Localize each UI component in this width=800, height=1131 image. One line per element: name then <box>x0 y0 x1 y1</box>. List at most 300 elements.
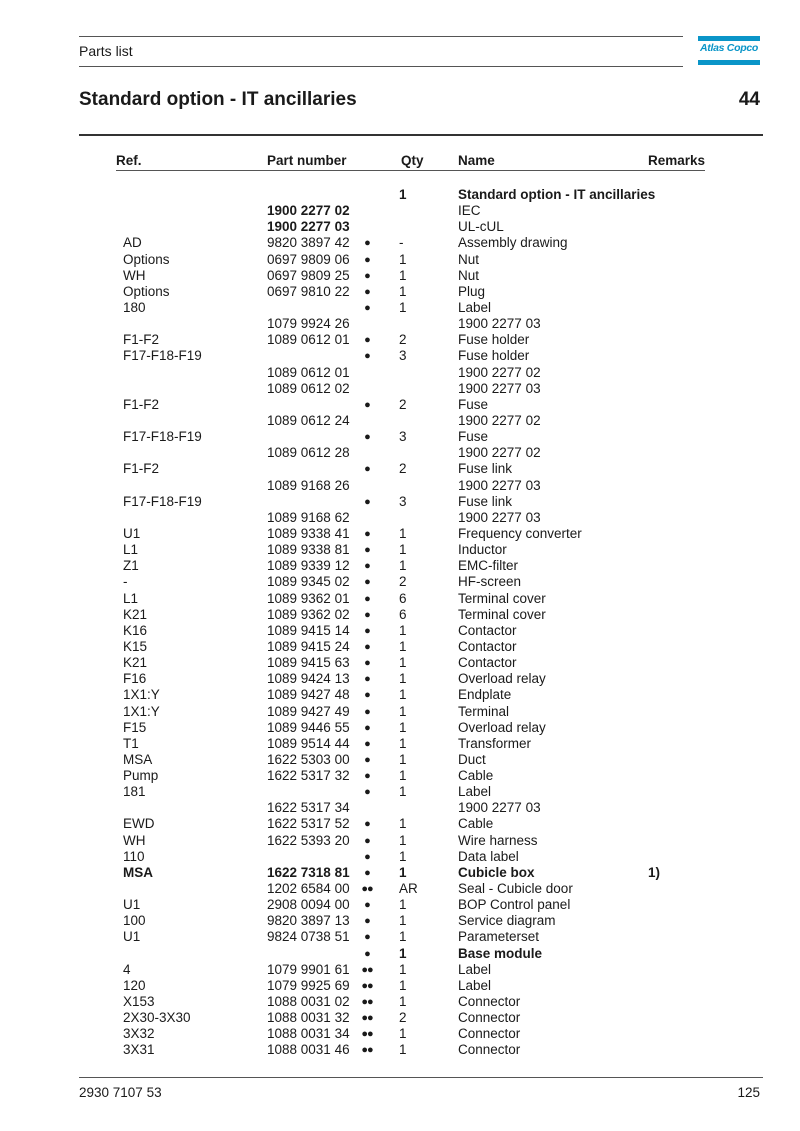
part-name: Contactor <box>458 622 517 638</box>
part-number: 1089 9338 41 <box>267 525 350 541</box>
part-name: Fuse link <box>458 493 513 509</box>
part-name: Label <box>458 977 492 993</box>
part-name: Cable <box>458 816 494 832</box>
part-name: 1900 2277 02 <box>458 412 541 428</box>
table-row <box>0 268 800 284</box>
part-name: 1900 2277 03 <box>458 380 541 396</box>
part-number: 1088 0031 32 <box>267 1010 350 1026</box>
part-number: 1622 7318 81 <box>267 864 350 880</box>
part-name: Base module <box>458 945 543 961</box>
part-number: 1089 9362 01 <box>267 590 350 606</box>
level-indicator: ● <box>364 737 370 750</box>
level-indicator: ● <box>364 624 370 637</box>
part-number: 1622 5317 34 <box>267 800 350 816</box>
level-indicator: ●● <box>361 963 373 976</box>
part-ref: F15 <box>123 719 147 735</box>
level-indicator: ● <box>364 915 370 928</box>
part-number: 1900 2277 03 <box>267 219 350 235</box>
part-number: 1089 0612 02 <box>267 380 350 396</box>
level-indicator: ● <box>364 398 370 411</box>
part-ref: 1X1:Y <box>123 687 160 703</box>
part-qty: 1 <box>399 751 407 767</box>
part-ref: F1-F2 <box>123 461 160 477</box>
part-name: Label <box>458 299 492 315</box>
part-qty: 1 <box>399 251 407 267</box>
part-ref: 2X30-3X30 <box>123 1010 191 1026</box>
part-name: Fuse link <box>458 461 513 477</box>
table-row <box>0 687 800 703</box>
part-name: Inductor <box>458 542 507 558</box>
part-name: Parameterset <box>458 929 540 945</box>
part-number: 1089 9168 62 <box>267 509 350 525</box>
part-ref: Z1 <box>123 558 139 574</box>
part-ref: K21 <box>123 655 148 671</box>
part-name: Nut <box>458 267 480 283</box>
part-qty: 1 <box>399 832 407 848</box>
part-qty: 1 <box>399 542 407 558</box>
table-row <box>0 816 800 832</box>
level-indicator: ●● <box>361 883 373 896</box>
part-number: 1900 2277 02 <box>267 203 350 219</box>
part-ref: F16 <box>123 671 147 687</box>
part-name: Overload relay <box>458 719 546 735</box>
table-row <box>0 348 800 364</box>
part-ref: 1X1:Y <box>123 703 160 719</box>
part-name: Connector <box>458 994 521 1010</box>
part-name: 1900 2277 03 <box>458 509 541 525</box>
part-number: 1089 9338 81 <box>267 542 350 558</box>
part-qty: 1 <box>399 816 407 832</box>
part-ref: Options <box>123 283 170 299</box>
part-qty: 1 <box>399 638 407 654</box>
part-name: Duct <box>458 751 486 767</box>
title-rule <box>79 134 763 136</box>
part-qty: 1 <box>399 929 407 945</box>
part-ref: F1-F2 <box>123 396 160 412</box>
level-indicator: ● <box>364 592 370 605</box>
table-row <box>0 1026 800 1042</box>
part-qty: 2 <box>399 332 407 348</box>
part-number: 1089 9339 12 <box>267 558 350 574</box>
part-name: 1900 2277 03 <box>458 800 541 816</box>
table-row <box>0 607 800 623</box>
level-indicator: ●● <box>361 1028 373 1041</box>
level-indicator: ● <box>364 834 370 847</box>
part-ref: 110 <box>123 848 145 864</box>
part-number: 1622 5317 52 <box>267 816 350 832</box>
level-indicator: ●● <box>361 1012 373 1025</box>
header-top-rule <box>79 36 683 37</box>
part-ref: 4 <box>123 961 131 977</box>
part-name: Fuse <box>458 429 489 445</box>
part-number: 1079 9901 61 <box>267 961 350 977</box>
table-row <box>0 655 800 671</box>
table-row <box>0 591 800 607</box>
level-indicator: ●● <box>361 979 373 992</box>
part-name: 1900 2277 03 <box>458 316 541 332</box>
part-ref: 3X31 <box>123 1042 155 1058</box>
column-header-rule <box>116 170 705 171</box>
part-qty: 2 <box>399 396 407 412</box>
part-ref: L1 <box>123 542 139 558</box>
part-name: Terminal cover <box>458 606 546 622</box>
table-row <box>0 736 800 752</box>
table-row <box>0 445 800 461</box>
level-indicator: ● <box>364 350 370 363</box>
part-name: Contactor <box>458 655 517 671</box>
part-ref: 3X32 <box>123 1026 155 1042</box>
table-row <box>0 865 800 881</box>
level-indicator: ● <box>364 544 370 557</box>
table-row <box>0 704 800 720</box>
page-number: 125 <box>737 1085 760 1100</box>
table-row <box>0 365 800 381</box>
part-ref: U1 <box>123 929 141 945</box>
part-number: 9820 3897 13 <box>267 913 350 929</box>
table-row <box>0 332 800 348</box>
table-row <box>0 768 800 784</box>
level-indicator: ● <box>364 753 370 766</box>
table-row <box>0 542 800 558</box>
level-indicator: ● <box>364 527 370 540</box>
part-qty: - <box>399 235 404 251</box>
part-number: 1089 9415 14 <box>267 622 350 638</box>
table-row <box>0 994 800 1010</box>
table-row <box>0 946 800 962</box>
table-row <box>0 639 800 655</box>
section-number: 44 <box>738 89 760 110</box>
part-number: 1088 0031 46 <box>267 1042 350 1058</box>
part-number: 1089 9424 13 <box>267 671 350 687</box>
part-ref: K15 <box>123 638 148 654</box>
part-number: 2908 0094 00 <box>267 897 350 913</box>
part-name: Label <box>458 784 492 800</box>
table-row <box>0 187 800 203</box>
part-number: 1089 9446 55 <box>267 719 350 735</box>
part-name: Connector <box>458 1010 521 1026</box>
part-ref: L1 <box>123 590 139 606</box>
part-name: BOP Control panel <box>458 897 571 913</box>
page-title: Standard option - IT ancillaries <box>79 89 357 110</box>
part-name: 1900 2277 02 <box>458 445 541 461</box>
part-ref: K16 <box>123 622 148 638</box>
part-name: 1900 2277 02 <box>458 364 541 380</box>
table-row <box>0 429 800 445</box>
part-qty: 1 <box>399 735 407 751</box>
table-row <box>0 929 800 945</box>
level-indicator: ● <box>364 770 370 783</box>
level-indicator: ● <box>364 947 370 960</box>
level-indicator: ● <box>364 253 370 266</box>
part-number: 1622 5303 00 <box>267 751 350 767</box>
part-number: 0697 9809 06 <box>267 251 350 267</box>
part-qty: 1 <box>399 622 407 638</box>
part-ref: MSA <box>123 864 153 880</box>
table-row <box>0 235 800 251</box>
part-number: 1088 0031 34 <box>267 1026 350 1042</box>
part-qty: 6 <box>399 606 407 622</box>
column-header-part-number: Part number <box>267 153 347 168</box>
table-row <box>0 478 800 494</box>
level-indicator: ● <box>364 818 370 831</box>
part-number: 1089 9427 48 <box>267 687 350 703</box>
part-number: 1088 0031 02 <box>267 994 350 1010</box>
part-number: 0697 9809 25 <box>267 267 350 283</box>
level-indicator: ● <box>364 640 370 653</box>
level-indicator: ● <box>364 931 370 944</box>
table-row <box>0 574 800 590</box>
table-row <box>0 252 800 268</box>
part-ref: 100 <box>123 913 146 929</box>
table-row <box>0 316 800 332</box>
part-qty: 1 <box>399 768 407 784</box>
table-row <box>0 397 800 413</box>
part-number: 9824 0738 51 <box>267 929 350 945</box>
atlas-copco-logo <box>698 36 760 66</box>
table-row <box>0 720 800 736</box>
table-row <box>0 558 800 574</box>
column-header-qty: Qty <box>401 153 424 168</box>
part-name: Data label <box>458 848 519 864</box>
part-name: EMC-filter <box>458 558 518 574</box>
part-name: Seal - Cubicle door <box>458 881 573 897</box>
table-row <box>0 913 800 929</box>
table-row <box>0 381 800 397</box>
part-ref: WH <box>123 832 146 848</box>
level-indicator: ● <box>364 301 370 314</box>
part-name: IEC <box>458 203 481 219</box>
part-qty: 1 <box>399 525 407 541</box>
part-number: 1202 6584 00 <box>267 881 350 897</box>
part-ref: F17-F18-F19 <box>123 493 202 509</box>
footer-rule <box>79 1077 763 1078</box>
level-indicator: ● <box>364 705 370 718</box>
part-number: 1622 5393 20 <box>267 832 350 848</box>
logo-text: Atlas Copco <box>700 42 758 54</box>
table-row <box>0 671 800 687</box>
level-indicator: ● <box>364 850 370 863</box>
part-name: Connector <box>458 1042 521 1058</box>
part-name: Connector <box>458 1026 521 1042</box>
part-number: 1089 0612 28 <box>267 445 350 461</box>
level-indicator: ● <box>364 721 370 734</box>
part-qty: 1 <box>399 558 407 574</box>
part-qty: 1 <box>399 299 407 315</box>
part-number: 1089 9362 02 <box>267 606 350 622</box>
part-number: 9820 3897 42 <box>267 235 350 251</box>
table-row <box>0 461 800 477</box>
part-number: 0697 9810 22 <box>267 283 350 299</box>
part-ref: K21 <box>123 606 148 622</box>
part-name: HF-screen <box>458 574 522 590</box>
table-row <box>0 784 800 800</box>
part-qty: 1 <box>399 848 407 864</box>
part-ref: U1 <box>123 525 141 541</box>
part-name: Label <box>458 961 492 977</box>
part-qty: 2 <box>399 1010 407 1026</box>
part-number: 1089 0612 24 <box>267 412 350 428</box>
part-ref: WH <box>123 267 146 283</box>
part-ref: 180 <box>123 299 146 315</box>
part-ref: T1 <box>123 735 139 751</box>
level-indicator: ● <box>364 495 370 508</box>
part-qty: 1 <box>399 1026 407 1042</box>
part-qty: 3 <box>399 348 407 364</box>
table-row <box>0 800 800 816</box>
part-qty: AR <box>399 881 418 897</box>
part-name: Fuse holder <box>458 332 530 348</box>
part-qty: 1 <box>399 671 407 687</box>
part-qty: 1 <box>399 897 407 913</box>
table-row <box>0 219 800 235</box>
part-qty: 1 <box>399 864 407 880</box>
part-name: Fuse holder <box>458 348 530 364</box>
part-number: 1079 9924 26 <box>267 316 350 332</box>
part-name: Frequency converter <box>458 525 582 541</box>
level-indicator: ● <box>364 269 370 282</box>
part-name: Wire harness <box>458 832 538 848</box>
part-name: Cubicle box <box>458 864 535 880</box>
level-indicator: ● <box>364 866 370 879</box>
part-qty: 1 <box>399 913 407 929</box>
part-ref: MSA <box>123 751 153 767</box>
part-name: Service diagram <box>458 913 556 929</box>
part-name: Transformer <box>458 735 532 751</box>
part-number: 1089 9415 63 <box>267 655 350 671</box>
part-ref: AD <box>123 235 142 251</box>
part-name: Contactor <box>458 638 517 654</box>
column-header-remarks: Remarks <box>648 153 706 168</box>
part-qty: 1 <box>399 655 407 671</box>
part-number: 1089 9345 02 <box>267 574 350 590</box>
part-name: Standard option - IT ancillaries <box>458 187 656 202</box>
part-ref: F17-F18-F19 <box>123 348 202 364</box>
table-row <box>0 510 800 526</box>
table-row <box>0 494 800 510</box>
table-row <box>0 300 800 316</box>
level-indicator: ●● <box>361 996 373 1009</box>
part-qty: 3 <box>399 493 407 509</box>
header-label: Parts list <box>79 43 133 59</box>
table-row <box>0 833 800 849</box>
part-ref: 120 <box>123 977 146 993</box>
part-name: Fuse <box>458 396 489 412</box>
table-row <box>0 1010 800 1026</box>
table-row <box>0 203 800 219</box>
part-ref: X153 <box>123 994 155 1010</box>
level-indicator: ● <box>364 285 370 298</box>
part-qty: 1 <box>399 977 407 993</box>
part-qty: 1 <box>399 687 407 703</box>
level-indicator: ● <box>364 431 370 444</box>
part-qty: 1 <box>399 1042 407 1058</box>
part-name: Assembly drawing <box>458 235 568 251</box>
part-number: 1089 9427 49 <box>267 703 350 719</box>
level-indicator: ● <box>364 899 370 912</box>
part-qty: 2 <box>399 574 407 590</box>
part-qty: 2 <box>399 461 407 477</box>
table-row <box>0 413 800 429</box>
table-row <box>0 623 800 639</box>
table-row <box>0 849 800 865</box>
part-ref: EWD <box>123 816 155 832</box>
level-indicator: ● <box>364 237 370 250</box>
part-qty: 1 <box>399 703 407 719</box>
header-bottom-rule <box>79 66 683 67</box>
level-indicator: ●● <box>361 1044 373 1057</box>
document-number: 2930 7107 53 <box>79 1085 162 1100</box>
part-name: Plug <box>458 283 486 299</box>
part-qty: 3 <box>399 429 407 445</box>
table-row <box>0 284 800 300</box>
part-ref: - <box>123 574 128 590</box>
part-qty: 1 <box>399 994 407 1010</box>
level-indicator: ● <box>364 689 370 702</box>
table-row <box>0 752 800 768</box>
part-qty: 1 <box>399 719 407 735</box>
logo-bottom-band <box>698 60 760 65</box>
part-ref: 181 <box>123 784 146 800</box>
part-qty: 1 <box>399 267 407 283</box>
part-qty: 1 <box>399 187 407 202</box>
parts-table <box>0 187 800 1059</box>
level-indicator: ● <box>364 576 370 589</box>
table-row <box>0 962 800 978</box>
level-indicator: ● <box>364 608 370 621</box>
part-number: 1079 9925 69 <box>267 977 350 993</box>
table-row <box>0 526 800 542</box>
column-header-ref: Ref. <box>116 153 142 168</box>
part-ref: Options <box>123 251 170 267</box>
part-name: Overload relay <box>458 671 546 687</box>
level-indicator: ● <box>364 334 370 347</box>
part-name: Cable <box>458 768 494 784</box>
table-row <box>0 978 800 994</box>
part-ref: F1-F2 <box>123 332 160 348</box>
part-ref: U1 <box>123 897 141 913</box>
level-indicator: ● <box>364 560 370 573</box>
logo-top-band <box>698 36 760 41</box>
part-ref: F17-F18-F19 <box>123 429 202 445</box>
part-name: Terminal cover <box>458 590 546 606</box>
level-indicator: ● <box>364 657 370 670</box>
part-ref: Pump <box>123 768 159 784</box>
part-name: Terminal <box>458 703 510 719</box>
part-name: Nut <box>458 251 480 267</box>
table-row <box>0 1042 800 1058</box>
part-qty: 1 <box>399 283 407 299</box>
level-indicator: ● <box>364 786 370 799</box>
column-header-name: Name <box>458 153 495 168</box>
part-name: UL-cUL <box>458 219 504 235</box>
part-name: 1900 2277 03 <box>458 477 541 493</box>
part-remarks: 1) <box>648 864 661 880</box>
part-number: 1089 0612 01 <box>267 364 350 380</box>
part-qty: 1 <box>399 961 407 977</box>
part-number: 1089 9415 24 <box>267 638 350 654</box>
part-name: Endplate <box>458 687 512 703</box>
part-qty: 1 <box>399 945 407 961</box>
part-number: 1089 9168 26 <box>267 477 350 493</box>
part-qty: 1 <box>399 784 407 800</box>
part-number: 1089 0612 01 <box>267 332 350 348</box>
part-number: 1622 5317 32 <box>267 768 350 784</box>
table-row <box>0 897 800 913</box>
table-row <box>0 881 800 897</box>
level-indicator: ● <box>364 673 370 686</box>
part-qty: 6 <box>399 590 407 606</box>
level-indicator: ● <box>364 463 370 476</box>
